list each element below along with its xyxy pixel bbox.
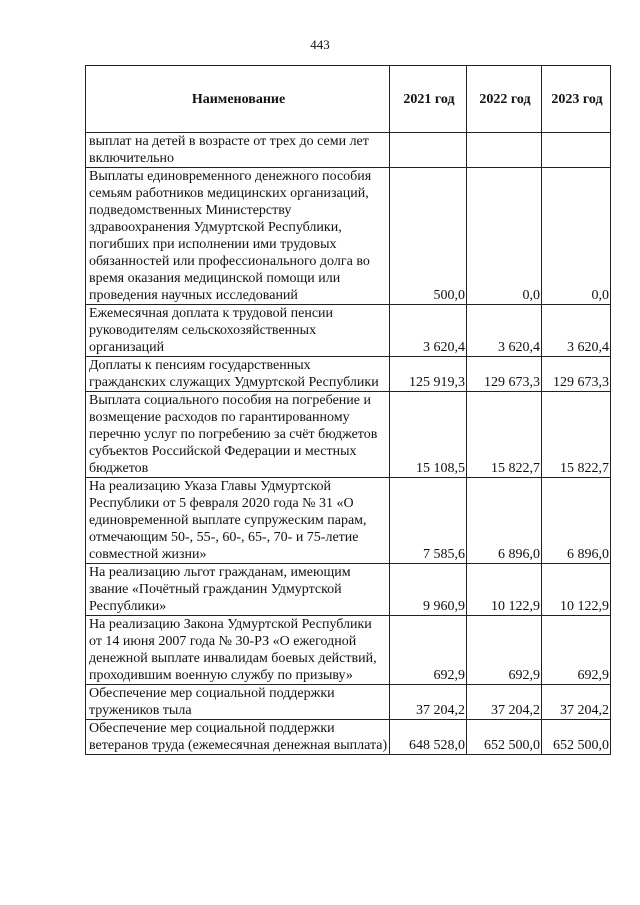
- row-name: Обеспечение мер социальной поддержки тружеников тыла: [86, 685, 390, 720]
- page-number: 443: [310, 37, 330, 52]
- row-2021: [390, 133, 467, 168]
- row-2022: 652 500,0: [467, 720, 542, 755]
- row-2021: 125 919,3: [390, 357, 467, 392]
- table-row: [86, 616, 611, 685]
- row-name: Ежемесячная доплата к трудовой пенсии руководителям сельскохозяйственных организаций: [86, 305, 390, 357]
- row-2022: 0,0: [467, 168, 542, 305]
- row-2021: 3 620,4: [390, 305, 467, 357]
- row-2023: 37 204,2: [542, 685, 611, 720]
- row-2021: 500,0: [390, 168, 467, 305]
- row-2023: [542, 133, 611, 168]
- row-2023: 692,9: [542, 616, 611, 685]
- row-2022: 3 620,4: [467, 305, 542, 357]
- row-2021: 9 960,9: [390, 564, 467, 616]
- row-2023: 6 896,0: [542, 478, 611, 564]
- row-2022: [467, 133, 542, 168]
- table-row: [86, 133, 611, 168]
- row-2023: 129 673,3: [542, 357, 611, 392]
- table-row: [86, 564, 611, 616]
- row-2022: 37 204,2: [467, 685, 542, 720]
- row-2022: 129 673,3: [467, 357, 542, 392]
- row-2022: 10 122,9: [467, 564, 542, 616]
- table-row: [86, 392, 611, 478]
- row-name: Выплата социального пособия на погребение и возмещение расходов по гарантированному перечню услуг по погребению за счёт бюджетов субъектов Российской Федерации и местных бюджетов: [86, 392, 390, 478]
- table-row: [86, 478, 611, 564]
- header-2022: 2022 год: [467, 66, 542, 133]
- row-2023: 15 822,7: [542, 392, 611, 478]
- row-2021: 648 528,0: [390, 720, 467, 755]
- row-2022: 692,9: [467, 616, 542, 685]
- row-2023: 0,0: [542, 168, 611, 305]
- row-2021: 37 204,2: [390, 685, 467, 720]
- row-name: Выплаты единовременного денежного пособия семьям работников медицинских организаций, подведомственных Министерству здравоохранения Удмуртской Республики, погибших при исполнении ими трудовых обязанностей или профессионального долга во время оказания медицинской помощи или проведения научных исследований: [86, 168, 390, 305]
- table-row: [86, 720, 611, 755]
- row-2021: 15 108,5: [390, 392, 467, 478]
- header-2023: 2023 год: [542, 66, 611, 133]
- row-2023: 3 620,4: [542, 305, 611, 357]
- budget-table: [85, 65, 611, 755]
- row-2023: 10 122,9: [542, 564, 611, 616]
- table-row: [86, 685, 611, 720]
- row-name: На реализацию льгот гражданам, имеющим звание «Почётный гражданин Удмуртской Республики»: [86, 564, 390, 616]
- header-2021: 2021 год: [390, 66, 467, 133]
- table-row: [86, 357, 611, 392]
- row-name: Доплаты к пенсиям государственных гражданских служащих Удмуртской Республики: [86, 357, 390, 392]
- row-name: На реализацию Закона Удмуртской Республики от 14 июня 2007 года № 30-РЗ «О ежегодной денежной выплате инвалидам боевых действий, проходившим военную службу по призыву»: [86, 616, 390, 685]
- row-2021: 7 585,6: [390, 478, 467, 564]
- row-name: На реализацию Указа Главы Удмуртской Республики от 5 февраля 2020 года № 31 «О единовременной выплате супружеским парам, отмечающим 50-, 55-, 60-, 65-, 70- и 75-летие совместной жизни»: [86, 478, 390, 564]
- row-2022: 6 896,0: [467, 478, 542, 564]
- header-name: Наименование: [86, 66, 390, 133]
- row-2022: 15 822,7: [467, 392, 542, 478]
- row-name: Обеспечение мер социальной поддержки ветеранов труда (ежемесячная денежная выплата): [86, 720, 390, 755]
- row-name: выплат на детей в возрасте от трех до семи лет включительно: [86, 133, 390, 168]
- row-2021: 692,9: [390, 616, 467, 685]
- table-row: [86, 168, 611, 305]
- table-row: [86, 305, 611, 357]
- table-header-row: [86, 66, 611, 133]
- row-2023: 652 500,0: [542, 720, 611, 755]
